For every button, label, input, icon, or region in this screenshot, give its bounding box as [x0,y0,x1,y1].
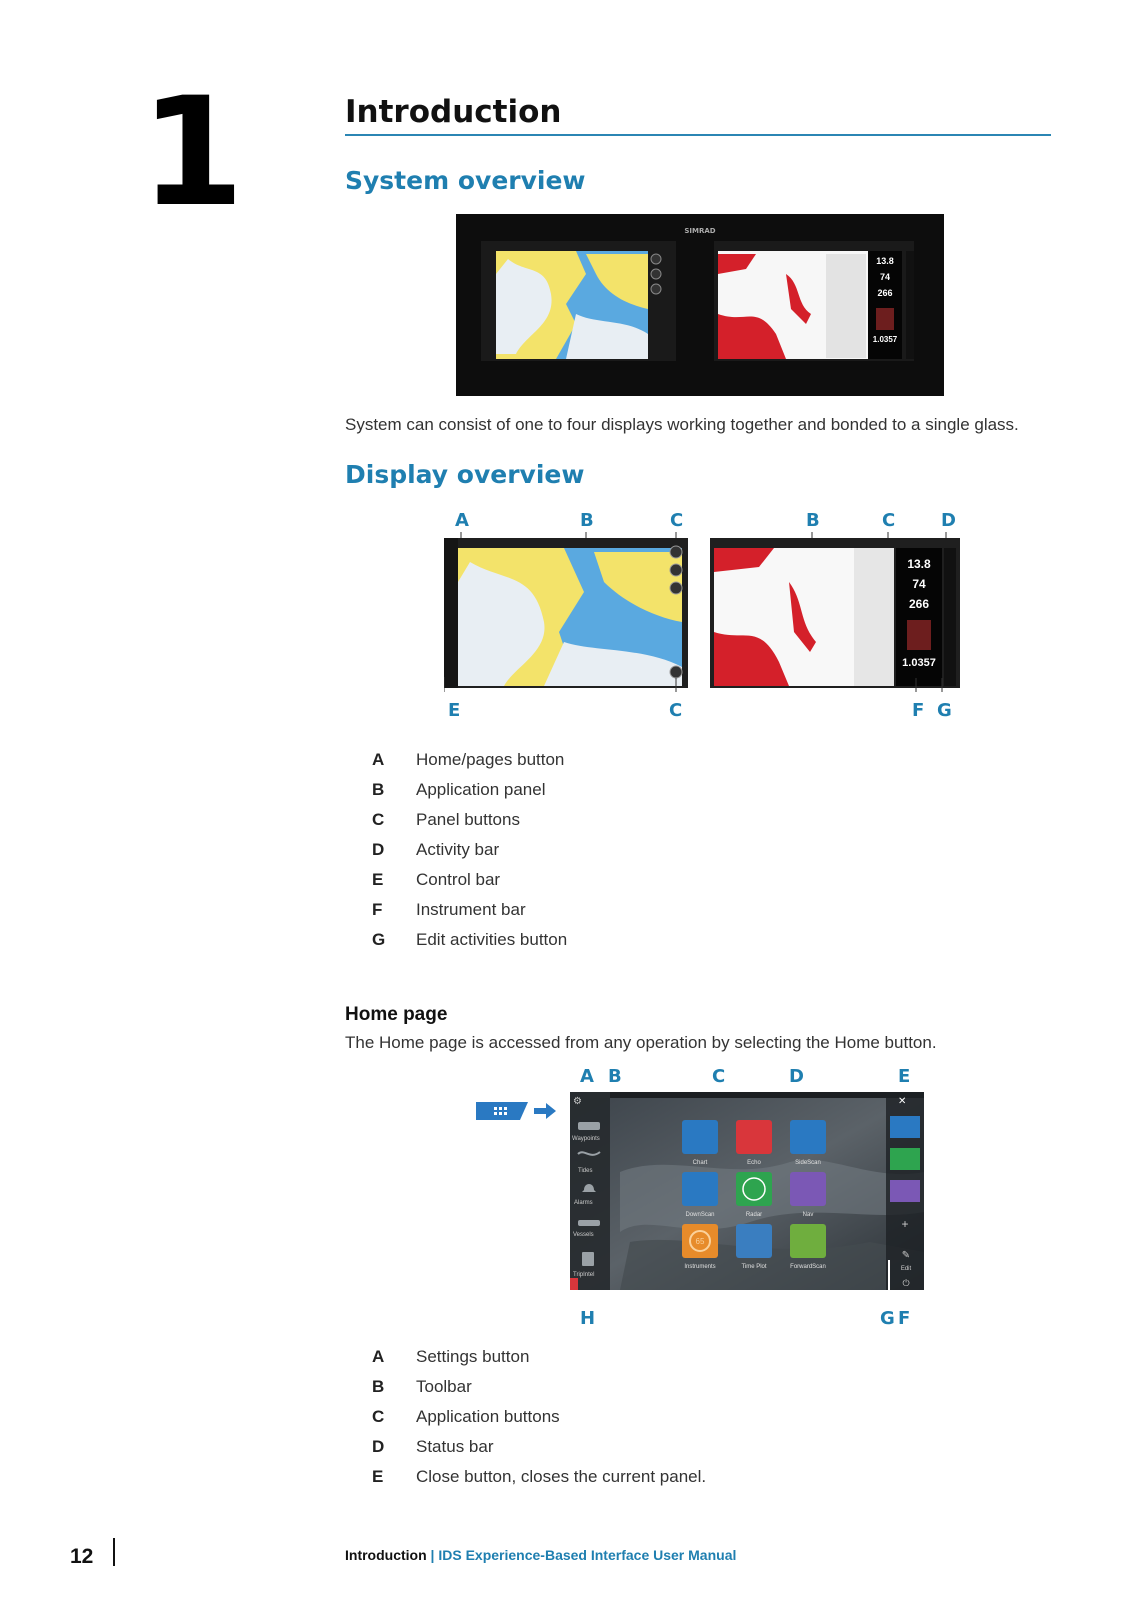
callout-d: D [941,510,956,531]
sys-readout-4: 1.0357 [872,335,898,344]
app-label: Nav [802,1212,814,1218]
legend-key: A [372,1347,385,1366]
home-button-illustration [476,1100,558,1122]
home-pages-icon [476,1102,528,1120]
chapter-title: Introduction [345,94,562,130]
legend-label: Activity bar [416,840,500,859]
callout-b-left: B [580,510,594,531]
footer-separator: | [426,1547,439,1563]
legend-row [372,1462,972,1492]
callout-c-bottom: C [669,700,683,721]
waypoints-icon [578,1122,600,1130]
instrument-value: 65 [695,1237,705,1246]
footer-manual-title: IDS Experience-Based Interface User Manual [438,1547,737,1563]
add-icon: + [901,1217,909,1231]
home-callout-e: E [898,1066,911,1087]
legend-row [372,1342,972,1372]
legend-key: C [372,1407,385,1426]
chapter-number: 1 [140,66,245,240]
system-overview-caption: System can consist of one to four displays working together and bonded to a single glass. [345,415,1019,434]
vessels-icon [578,1220,600,1226]
legend-key: E [372,1467,384,1486]
display-overview-legend [372,745,972,955]
app-label: Echo [747,1160,761,1166]
legend-key: C [372,810,385,829]
footer-divider [113,1538,115,1566]
home-page-legend [372,1342,972,1492]
app-nav-icon [790,1172,826,1206]
app-label: Chart [692,1160,708,1166]
app-label: Instruments [684,1264,716,1270]
display-overview-heading: Display overview [345,460,585,489]
legend-key: E [372,870,384,889]
home-callout-h: H [580,1308,596,1329]
legend-key: D [372,1437,385,1456]
callout-g: G [937,700,952,721]
settings-gear-icon: ⚙ [573,1096,582,1107]
home-callout-b: B [608,1066,622,1087]
footer-running-head [345,1547,736,1563]
page-number: 12 [70,1545,94,1568]
toolbar-alarms: Alarms [574,1200,593,1206]
favorite-page-2 [890,1148,920,1170]
app-buttons [682,1120,826,1258]
callout-f: F [912,700,925,721]
app-label: Time Plot [741,1264,767,1270]
home-page-description: The Home page is accessed from any operation by selecting the Home button. [345,1033,937,1052]
legend-label: Status bar [416,1437,494,1456]
legend-label: Home/pages button [416,750,565,769]
close-icon: ✕ [898,1096,907,1107]
home-page-image [570,1092,924,1290]
callout-e: E [448,700,461,721]
toolbar-waypoints: Waypoints [572,1136,600,1142]
app-sidescan-icon [790,1120,826,1154]
home-callout-d: D [789,1066,804,1087]
tripintel-icon [582,1252,594,1266]
legend-key: G [372,930,386,949]
toolbar-vessels: Vessels [573,1232,594,1238]
legend-label: Control bar [416,870,501,889]
sys-readout-1: 13.8 [876,256,894,266]
disp-readout-2: 74 [912,577,926,591]
legend-key: F [372,900,383,919]
legend-label: Toolbar [416,1377,472,1396]
system-overview-heading: System overview [345,166,586,195]
callout-c-right: C [882,510,896,531]
legend-row [372,865,972,895]
app-timeplot-icon [736,1224,772,1258]
display-overview-image [444,532,960,692]
legend-label: Panel buttons [416,810,520,829]
home-page-heading: Home page [345,1004,448,1025]
legend-label: Application buttons [416,1407,560,1426]
callout-b-right: B [806,510,820,531]
app-label: ForwardScan [790,1264,826,1270]
home-callout-g: G [880,1308,895,1329]
legend-label: Settings button [416,1347,530,1366]
legend-label: Application panel [416,780,546,799]
edit-label: Edit [900,1266,912,1272]
legend-row [372,1432,972,1462]
legend-row [372,835,972,865]
legend-row [372,925,972,955]
legend-key: D [372,840,385,859]
legend-label: Close button, closes the current panel. [416,1467,707,1486]
footer-section: Introduction [345,1547,427,1563]
callout-c-left: C [670,510,684,531]
legend-key: B [372,780,385,799]
legend-row [372,895,972,925]
brand-logo: SIMRAD [684,227,716,235]
app-label: Radar [745,1212,763,1218]
legend-row [372,1372,972,1402]
sys-readout-3: 266 [877,288,893,298]
home-callout-c: C [712,1066,726,1087]
home-callout-a: A [580,1066,594,1087]
power-icon: ⏻ [902,1278,910,1288]
disp-readout-1: 13.8 [907,557,931,571]
alert-indicator [570,1278,578,1290]
home-callout-f: F [898,1308,911,1329]
legend-row [372,745,972,775]
legend-row [372,775,972,805]
app-chart-icon [682,1120,718,1154]
title-rule [345,134,1051,136]
legend-row [372,805,972,835]
arrow-right-icon [534,1103,556,1119]
app-radar-icon [736,1172,772,1206]
disp-readout-3: 266 [908,597,930,611]
disp-readout-4: 1.0357 [902,657,936,669]
system-overview-image [456,214,944,396]
app-forwardscan-icon [790,1224,826,1258]
legend-label: Instrument bar [416,900,526,919]
favorite-page-1 [890,1116,920,1138]
legend-label: Edit activities button [416,930,568,949]
app-label: DownScan [685,1212,715,1218]
legend-key: A [372,750,385,769]
app-downscan-icon [682,1172,718,1206]
edit-pencil-icon: ✎ [901,1250,911,1261]
favorite-page-3 [890,1180,920,1202]
app-echo-icon [736,1120,772,1154]
callout-a: A [455,510,469,531]
sys-readout-2: 74 [879,272,891,282]
toolbar-tides: Tides [578,1168,593,1174]
legend-row [372,1402,972,1432]
toolbar-tripintel: TripIntel [573,1272,595,1278]
app-label: SideScan [795,1160,821,1166]
legend-key: B [372,1377,385,1396]
